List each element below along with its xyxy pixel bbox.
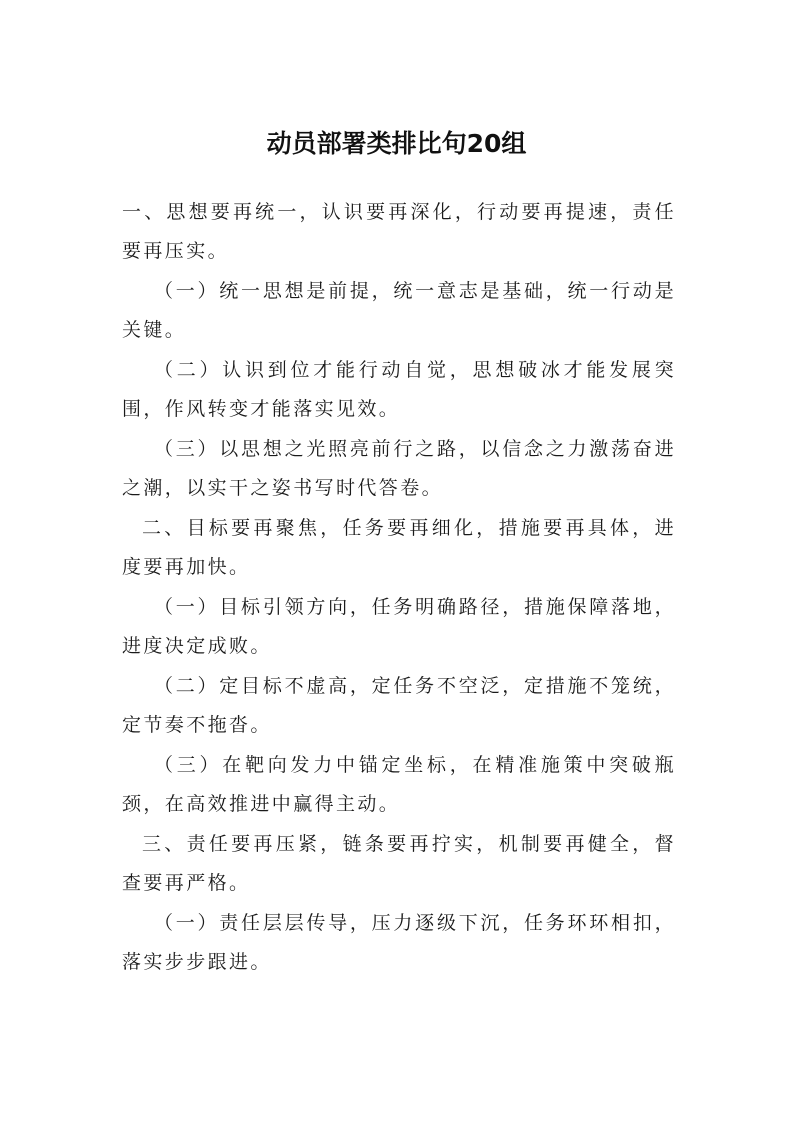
section-heading-3: 三、责任要再压紧，链条要再拧实，机制要再健全，督查要再严格。 <box>122 833 676 894</box>
sub-point-1-3: （三）以思想之光照亮前行之路，以信念之力激荡奋进之潮，以实干之姿书写时代答卷。 <box>122 438 676 499</box>
document-body <box>122 193 676 983</box>
document-title: 动员部署类排比句20组 <box>266 129 527 158</box>
sub-point-3-1: （一）责任层层传导，压力逐级下沉，任务环环相扣，落实步步跟进。 <box>122 912 676 973</box>
sub-point-2-3: （三）在靶向发力中锚定坐标，在精准施策中突破瓶颈，在高效推进中赢得主动。 <box>122 754 676 815</box>
section-heading-2: 二、目标要再聚焦，任务要再细化，措施要再具体，进度要再加快。 <box>122 517 676 578</box>
sub-point-1-1: （一）统一思想是前提，统一意志是基础，统一行动是关键。 <box>122 280 676 341</box>
sub-point-1-2: （二）认识到位才能行动自觉，思想破冰才能发展突围，作风转变才能落实见效。 <box>122 359 676 420</box>
sub-point-2-1: （一）目标引领方向，任务明确路径，措施保障落地，进度决定成败。 <box>122 596 676 657</box>
sub-point-2-2: （二）定目标不虚高，定任务不空泛，定措施不笼统，定节奏不拖沓。 <box>122 675 676 736</box>
section-heading-1: 一、思想要再统一，认识要再深化，行动要再提速，责任要再压实。 <box>122 201 676 262</box>
